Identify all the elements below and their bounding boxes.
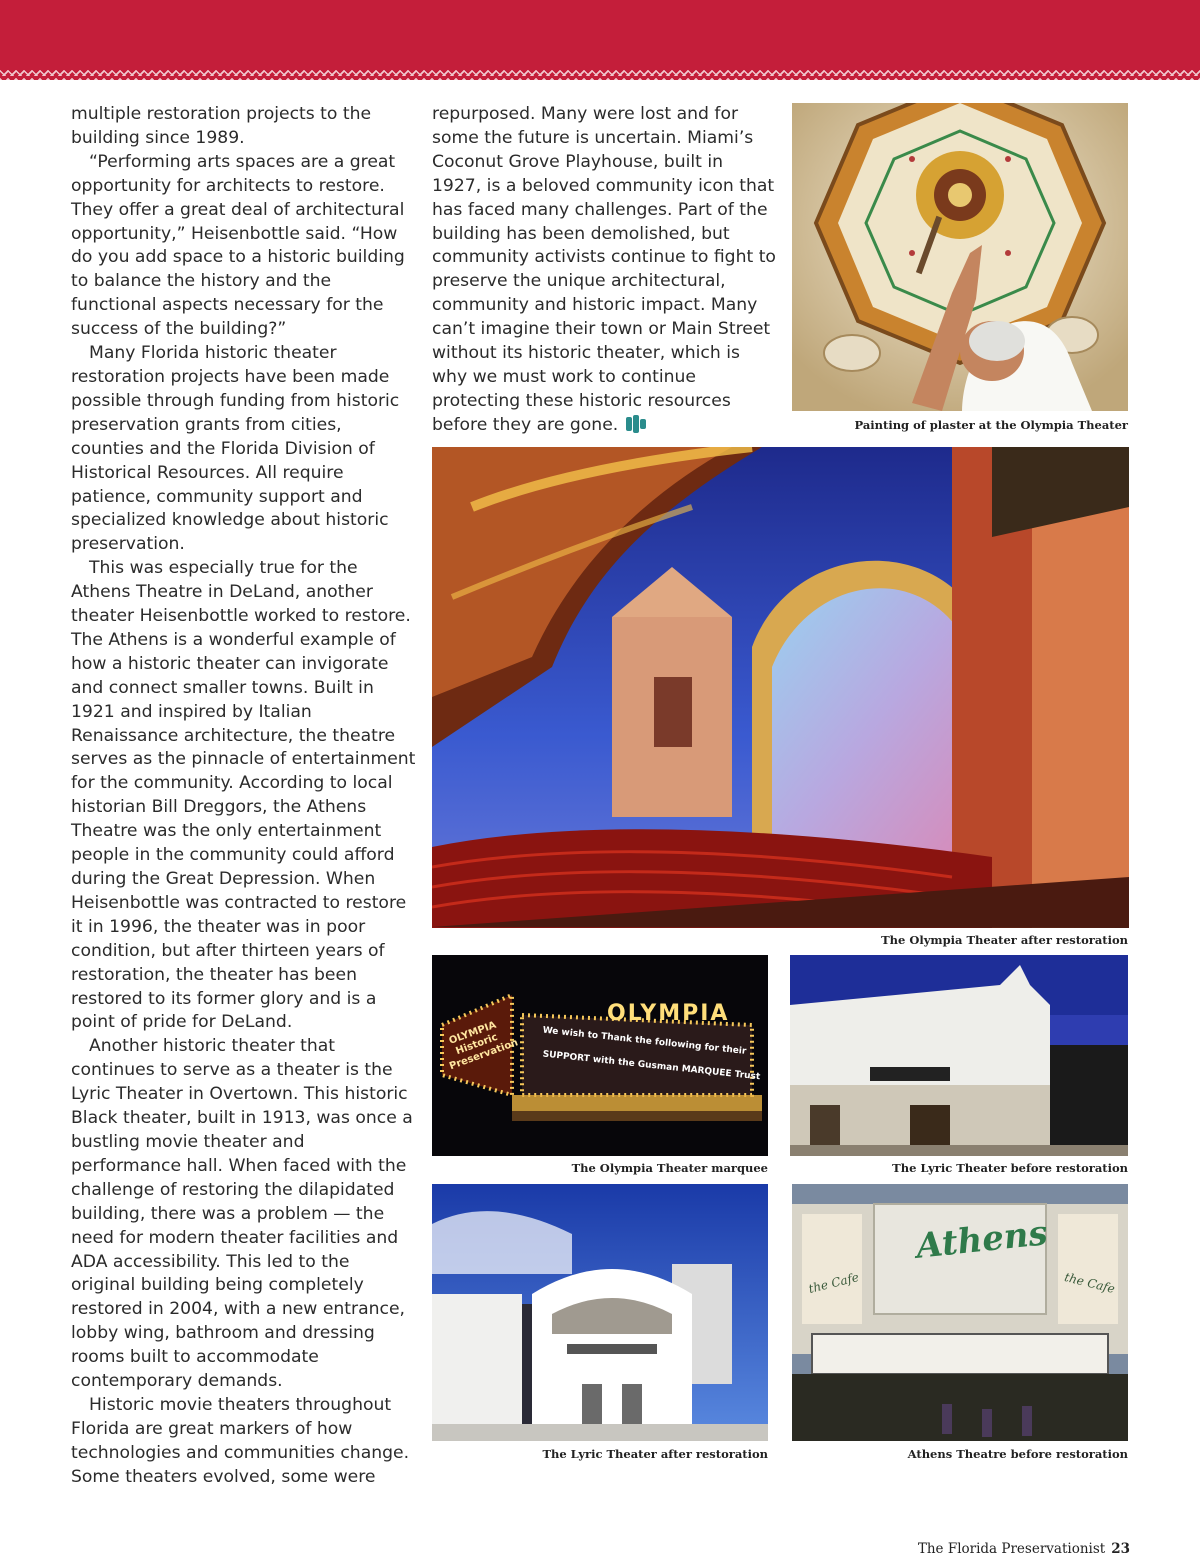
athens-sign: Athens bbox=[914, 1213, 1050, 1267]
paragraph: multiple restoration projects to the building since 1989. bbox=[71, 104, 372, 148]
photo-caption: The Olympia Theater after restoration bbox=[881, 933, 1128, 947]
athens-cafe-right: the Cafe bbox=[1063, 1269, 1117, 1297]
lyric-after-photo bbox=[432, 1184, 768, 1441]
page-number: 23 bbox=[1111, 1541, 1130, 1557]
olympia-marquee-photo bbox=[432, 955, 768, 1156]
marquee-title: OLYMPIA bbox=[607, 1001, 730, 1026]
article-column-middle bbox=[432, 103, 777, 438]
page-footer bbox=[918, 1541, 1130, 1557]
photo-caption: Athens Theatre before restoration bbox=[907, 1447, 1128, 1461]
paragraph: “Performing arts spaces are a great opportunity for architects to restore. They offer a great deal of architectural opportunity,” Heisenbottle said. “How do you add space to a historic building to balance the history and the functional aspects necessary for the success of the building?” bbox=[71, 151, 405, 340]
lyric-before-photo bbox=[790, 955, 1128, 1156]
paragraph: Many Florida historic theater restoration projects have been made possible through funding from historic preservation grants from cities, counties and the Florida Division of Historical Resources. All require patience, community support and specialized knowledge about historic preservation. bbox=[71, 343, 400, 555]
plaster-painting-photo bbox=[792, 103, 1128, 411]
photo-caption: The Lyric Theater after restoration bbox=[542, 1447, 768, 1461]
publication-name: The Florida Preservationist bbox=[917, 1541, 1106, 1557]
tfp-ornament-icon bbox=[626, 415, 646, 433]
header-trim bbox=[0, 68, 1200, 80]
paragraph-text: repurposed. Many were lost and for some the future is uncertain. Miami’s Coconut Grove Playhouse, built in 1927, is a beloved community icon that has faced many challenges. Part of the building has been demolished, but community activists continue to fight to preserve the unique architectural, community and historic impact. Many can’t imagine their town or Main Street without its historic theater, which is why we must work to continue protecting these historic resources before they are gone. bbox=[432, 104, 776, 435]
paragraph bbox=[432, 103, 777, 438]
photo-caption: The Lyric Theater before restoration bbox=[892, 1161, 1128, 1175]
photo-caption: The Olympia Theater marquee bbox=[571, 1161, 768, 1175]
paragraph: Historic movie theaters throughout Florida are great markers of how technologies and communities change. Some theaters evolved, some were bbox=[71, 1394, 410, 1487]
olympia-interior-photo bbox=[432, 447, 1129, 928]
photo-caption: Painting of plaster at the Olympia Theater bbox=[854, 418, 1128, 432]
article-column-left bbox=[71, 103, 416, 1490]
marquee-side-sign: OLYMPIA Historic Preservation bbox=[447, 1019, 520, 1073]
marquee-line: SUPPORT with the Gusman MARQUEE Trust bbox=[542, 1049, 761, 1083]
marquee-line: We wish to Thank the following for their bbox=[542, 1025, 747, 1057]
paragraph: This was especially true for the Athens Theatre in DeLand, another theater Heisenbottle worked to restore. The Athens is a wonderful example of how a historic theater can invigorate and connect smaller towns. Built in 1921 and inspired by Italian Renaissance architecture, the theatre serves as the pinnacle of entertainment for the community. According to local historian Bill Dreggors, the Athens Theatre was the only entertainment people in the community could afford during the Great Depression. When Heisenbottle was contracted to restore it in 1996, the theater was in poor condition, but after thirteen years of restoration, the theater has been restored to its former glory and is a point of pride for DeLand. bbox=[71, 558, 416, 1033]
paragraph: Another historic theater that continues to serve as a theater is the Lyric Theater in Overtown. This historic Black theater, built in 1913, was once a bustling movie theater and performance hall. When faced with the challenge of restoring the dilapidated building, there was a problem — the need for modern theater facilities and ADA accessibility. This led to the original building being completely restored in 2004, with a new entrance, lobby wing, bathroom and dressing rooms built to accommodate contemporary demands. bbox=[71, 1036, 413, 1392]
athens-photo bbox=[792, 1184, 1128, 1441]
athens-cafe-left: the Cafe bbox=[807, 1269, 861, 1297]
